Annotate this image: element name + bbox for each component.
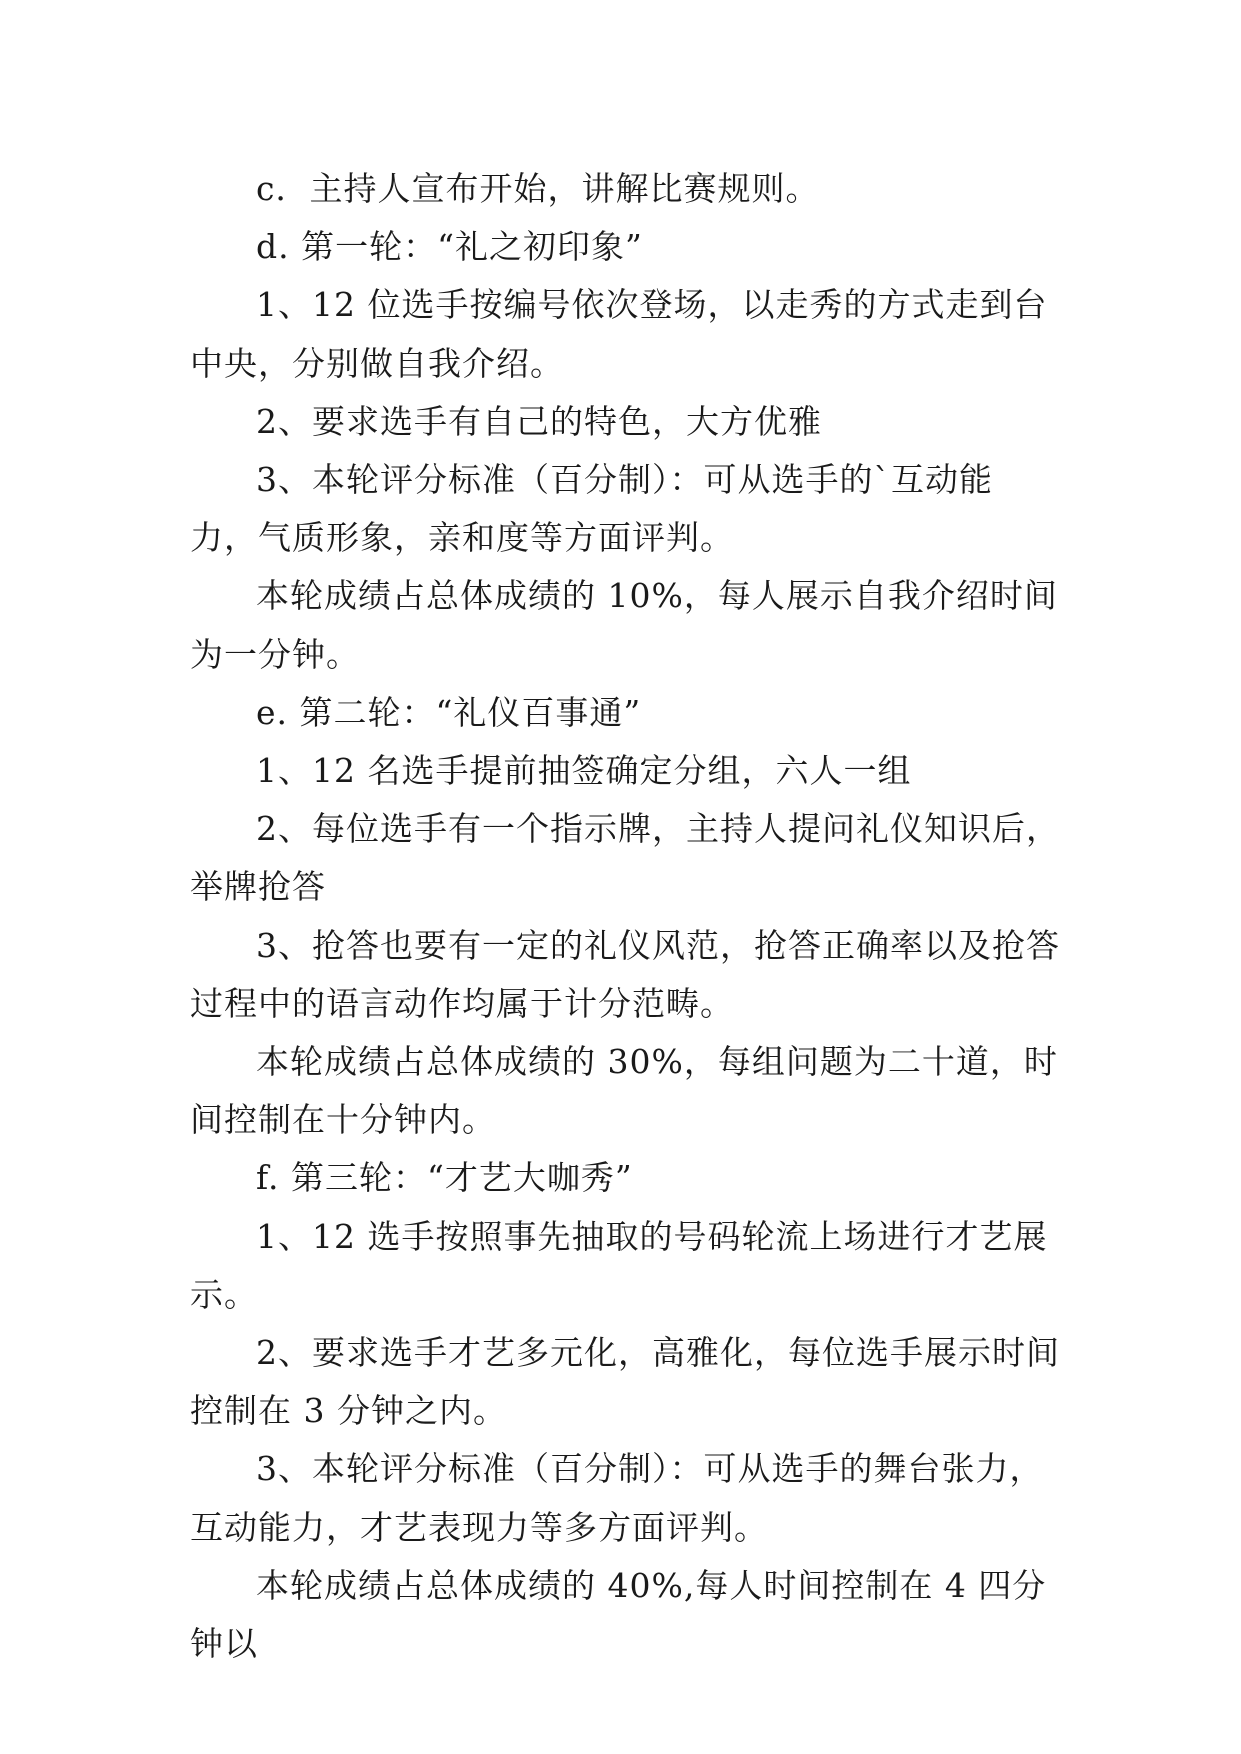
- paragraph-d-1: 1、12 位选手按编号依次登场，以走秀的方式走到台中央，分别做自我介绍。: [190, 285, 1048, 383]
- paragraph-e-score: 本轮成绩占总体成绩的 30%，每组问题为二十道，时间控制在十分钟内。: [190, 1042, 1058, 1140]
- paragraph-d-3: 3、本轮评分标准（百分制）：可从选手的`互动能力，气质形象，亲和度等方面评判。: [190, 460, 993, 558]
- paragraph-d-2: 2、要求选手有自己的特色，大方优雅: [256, 401, 822, 441]
- document-body: [190, 160, 1060, 1673]
- paragraph-e-heading: e. 第二轮：“礼仪百事通”: [256, 692, 642, 732]
- paragraph-e-2: 2、每位选手有一个指示牌，主持人提问礼仪知识后，举牌抢答: [190, 809, 1060, 907]
- paragraph-f-heading: f. 第三轮：“才艺大咖秀”: [256, 1158, 633, 1198]
- paragraph-f-score: 本轮成绩占总体成绩的 40%,每人时间控制在 4 四分钟以: [190, 1565, 1047, 1664]
- paragraph-e-3: 3、抢答也要有一定的礼仪风范，抢答正确率以及抢答过程中的语言动作均属于计分范畴。: [190, 925, 1060, 1023]
- paragraph-d-heading: d. 第一轮：“礼之初印象”: [256, 227, 643, 267]
- paragraph-d-score: 本轮成绩占总体成绩的 10%，每人展示自我介绍时间为一分钟。: [190, 576, 1058, 674]
- paragraph-f-2: 2、要求选手才艺多元化，高雅化，每位选手展示时间控制在 3 分钟之内。: [190, 1333, 1060, 1431]
- paragraph-e-1: 1、12 名选手提前抽签确定分组，六人一组: [256, 751, 912, 791]
- paragraph-f-1: 1、12 选手按照事先抽取的号码轮流上场进行才艺展示。: [190, 1216, 1048, 1314]
- paragraph-c: c．主持人宣布开始，讲解比赛规则。: [256, 169, 820, 208]
- paragraph-f-3: 3、本轮评分标准（百分制）：可从选手的舞台张力，互动能力，才艺表现力等多方面评判。: [190, 1449, 1044, 1547]
